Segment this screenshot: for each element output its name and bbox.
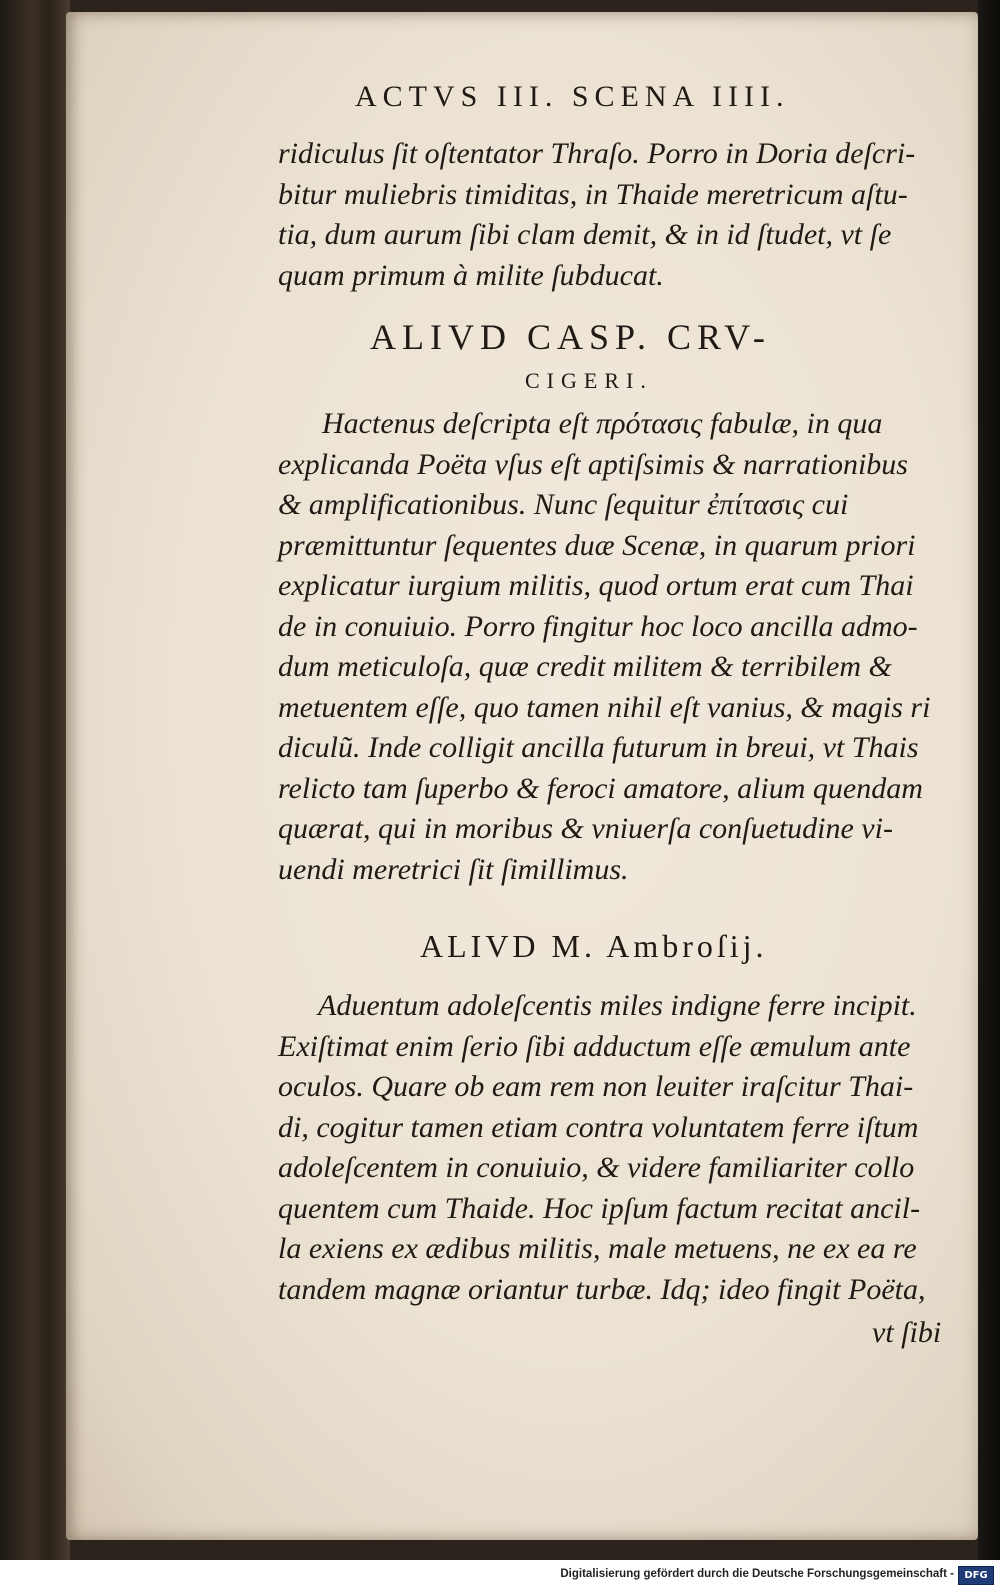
text-line: uendi meretrici ſit ſimillimus. xyxy=(278,852,629,886)
text-line: tia, dum aurum ſibi clam demit, & in id ſtudet, vt ſe xyxy=(278,218,892,251)
text-line: quærat, qui in moribus & vniuerſa conſuetudine vi- xyxy=(278,812,893,845)
text-line: oculos. Quare ob eam rem non leuiter iraſcitur Thai- xyxy=(278,1070,914,1103)
text-line: explicanda Poëta vſus eſt aptiſsimis & narrationibus xyxy=(278,447,908,481)
text-line: di, cogitur tamen etiam contra voluntatem ferre iſtum xyxy=(278,1110,919,1144)
text-line: metuentem eſſe, quo tamen nihil eſt vanius, & magis ri xyxy=(278,690,931,724)
paragraph-3 xyxy=(278,986,968,1310)
text-line: præmittuntur ſequentes duæ Scenæ, in quarum priori xyxy=(278,528,916,562)
text-line: quentem cum Thaide. Hoc ipſum factum recitat ancil- xyxy=(278,1191,921,1225)
text-line: quam primum à milite ſubducat. xyxy=(278,258,664,292)
paragraph-2 xyxy=(278,404,968,890)
running-head: ACTVS III. SCENA IIII. xyxy=(355,80,790,113)
text-line: Exiſtimat enim ſerio ſibi adductum eſſe æmulum ante xyxy=(278,1029,911,1063)
dfg-logo[interactable]: DFG xyxy=(958,1566,994,1585)
book-spine xyxy=(0,0,70,1560)
paragraph-1 xyxy=(278,134,968,296)
text-line: ridiculus ſit oſtentator Thraſo. Porro in Doria deſcri- xyxy=(278,137,916,170)
text-line: tandem magnæ oriantur turbæ. Idq; ideo fingit Poëta, xyxy=(278,1272,926,1306)
text-line: de in conuiuio. Porro fingitur hoc loco ancilla admo- xyxy=(278,609,918,643)
catchword: vt ſibi xyxy=(872,1316,942,1349)
section-heading-crucigeri-continued: CIGERI. xyxy=(525,368,653,393)
text-line: explicatur iurgium militis, quod ortum erat cum Thai xyxy=(278,569,914,602)
footer-bar xyxy=(0,1560,1000,1589)
text-line: adoleſcentem in conuiuio, & videre familiariter collo xyxy=(278,1151,915,1184)
text-line: diculũ. Inde colligit ancilla futurum in breui, vt Thais xyxy=(278,731,919,764)
text-line: dum meticuloſa, quæ credit militem & terribilem & xyxy=(278,650,892,683)
page-edge-shadow xyxy=(978,0,1000,1560)
text-line: bitur muliebris timiditas, in Thaide meretricum aſtu- xyxy=(278,177,908,211)
section-heading-crucigeri: ALIVD CASP. CRV- xyxy=(370,317,771,357)
text-line: la exiens ex ædibus militis, male metuens, ne ex ea re xyxy=(278,1232,917,1265)
text-line: Hactenus deſcripta eſt πρότασις fabulæ, in qua xyxy=(322,407,883,440)
funding-credit: Digitalisierung gefördert durch die Deutsche Forschungsgemeinschaft - xyxy=(560,1568,954,1580)
text-line: Aduentum adoleſcentis miles indigne ferre incipit. xyxy=(318,989,917,1022)
text-line: & amplificationibus. Nunc ſequitur ἐπίτασις cui xyxy=(278,488,849,521)
section-heading-ambrosij: ALIVD M. Ambroſij. xyxy=(420,928,768,964)
text-line: relicto tam ſuperbo & feroci amatore, alium quendam xyxy=(278,771,923,805)
